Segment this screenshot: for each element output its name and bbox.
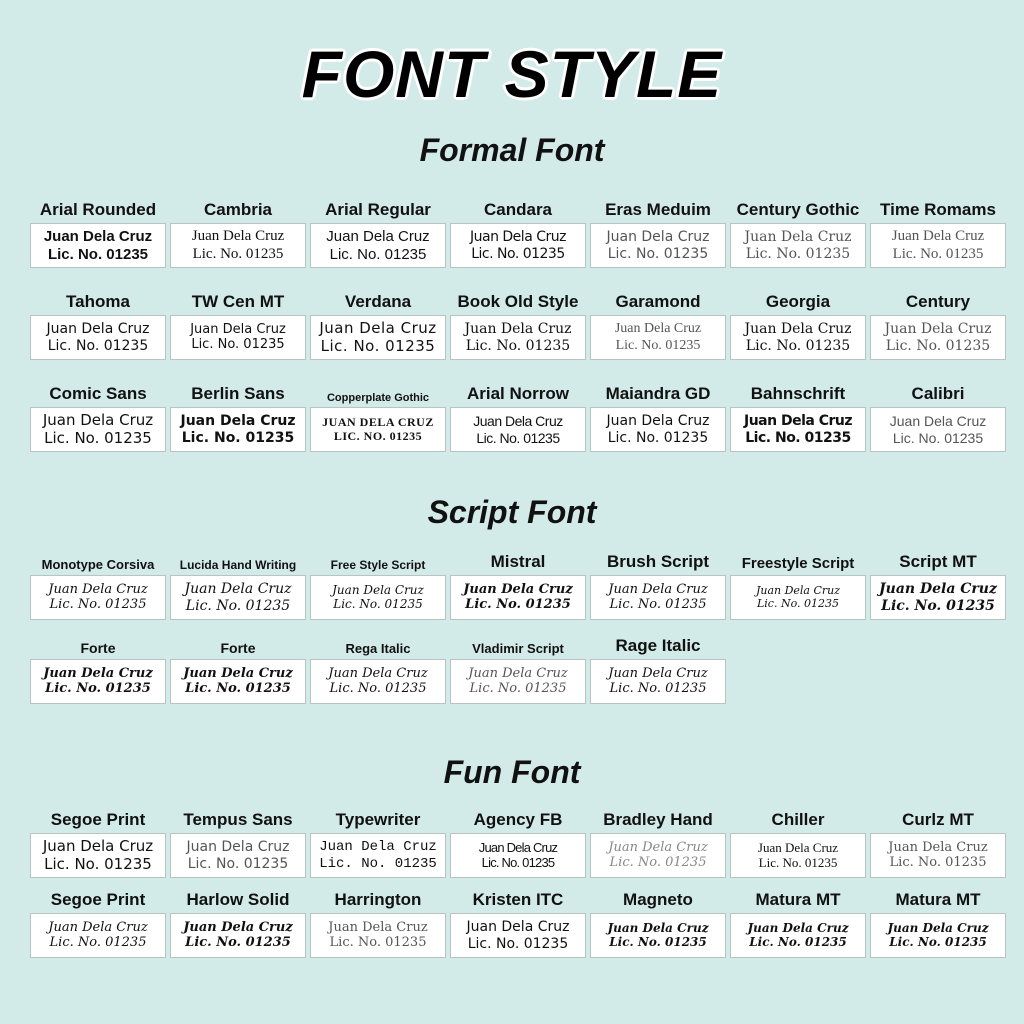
font-name-label: Brush Script <box>606 552 710 571</box>
font-sample-card <box>590 288 726 360</box>
font-sample-box <box>30 223 166 268</box>
font-sample-box <box>450 913 586 958</box>
font-name-label: Bradley Hand <box>603 810 713 829</box>
font-name-label: Bahnschrift <box>750 384 846 403</box>
font-name-label: Cambria <box>203 200 273 219</box>
font-sample-box <box>310 223 446 268</box>
font-name-label: Georgia <box>765 292 831 311</box>
font-name-label: Book Old Style <box>457 292 579 311</box>
sample-name-text: Juan Dela Cruz <box>332 582 424 597</box>
sample-name-text: Juan Dela Cruz <box>48 919 148 935</box>
font-name-label: Rage Italic <box>615 636 701 655</box>
sample-name-text: Juan Dela Cruz <box>607 920 709 935</box>
font-sample-card <box>450 196 586 268</box>
font-sample-card <box>730 548 866 620</box>
font-sample-box <box>30 833 166 878</box>
sample-lic-text: Lic. No. 01235 <box>47 337 149 354</box>
sample-lic-text: Lic. No. 01235 <box>469 680 567 696</box>
font-sample-card <box>310 288 446 360</box>
sample-lic-text: Lic. No. 01235 <box>745 245 851 262</box>
sample-lic-text: Lic. No. 01235 <box>609 934 707 949</box>
sample-name-text: Juan Dela Cruz <box>614 321 702 337</box>
sample-name-text: Juan Dela Cruz <box>42 411 154 430</box>
sample-lic-text: Lic. No. 01235 <box>191 336 285 352</box>
sample-name-text: Juan Dela Cruz <box>608 665 708 681</box>
font-name-label: Forte <box>80 640 116 656</box>
font-name-label: Mistral <box>490 552 546 571</box>
font-name-label: Monotype Corsiva <box>41 557 155 572</box>
font-name-label: Lucida Hand Writing <box>179 558 297 572</box>
sample-name-text: Juan Dela Cruz <box>43 665 153 681</box>
sample-name-text: Juan Dela Cruz <box>191 228 285 245</box>
sample-name-text: Juan Dela Cruz <box>319 839 437 856</box>
font-sample-box <box>310 407 446 452</box>
font-name-label: Segoe Print <box>50 810 146 829</box>
font-sample-card <box>310 196 446 268</box>
font-sample-card <box>730 886 866 958</box>
sample-name-text: Juan Dela Cruz <box>468 665 568 681</box>
formal-font-heading: Formal Font <box>419 132 605 168</box>
font-sample-box <box>870 575 1006 620</box>
font-sample-card <box>310 806 446 878</box>
formal-row-3 <box>30 380 1010 452</box>
sample-name-text: Juan Dela Cruz <box>608 581 708 597</box>
sample-name-text: Juan Dela Cruz <box>744 229 852 246</box>
sample-name-text: Juan Dela Cruz <box>747 920 849 935</box>
font-name-label: Curlz MT <box>902 810 974 829</box>
formal-row-1 <box>30 196 1010 268</box>
font-name-label: Script MT <box>899 552 977 571</box>
sample-lic-text: Lic. No. 01235 <box>44 854 152 873</box>
font-sample-card <box>590 806 726 878</box>
font-sample-box <box>730 913 866 958</box>
fun-font-heading: Fun Font <box>443 754 581 790</box>
font-name-label: Comic Sans <box>49 384 147 403</box>
sample-name-text: Juan Dela Cruz <box>889 413 987 430</box>
font-sample-box <box>450 833 586 878</box>
sample-name-text: Juan Dela Cruz <box>891 228 985 245</box>
font-sample-card <box>30 632 166 704</box>
font-name-label: Arial Norrow <box>466 384 570 403</box>
font-name-label: Garamond <box>615 292 701 311</box>
font-sample-box <box>310 315 446 360</box>
font-sample-card <box>590 548 726 620</box>
sample-name-text: Juan Dela Cruz <box>183 665 293 681</box>
font-name-label: Kristen ITC <box>472 890 564 909</box>
font-sample-box <box>870 315 1006 360</box>
fun-row-2 <box>30 886 1010 958</box>
sample-name-text: Juan Dela Cruz <box>757 839 839 855</box>
font-name-label: Agency FB <box>473 810 563 829</box>
font-sample-box <box>730 575 866 620</box>
sample-lic-text: Lic. No. 01235 <box>329 245 427 263</box>
font-sample-box <box>590 833 726 878</box>
sample-lic-text: Lic. No. 01235 <box>329 934 427 950</box>
sample-lic-text: Lic. No. 01235 <box>333 596 423 611</box>
font-sample-box <box>310 913 446 958</box>
font-sample-box <box>170 407 306 452</box>
font-sample-box <box>730 315 866 360</box>
font-sample-card <box>450 380 586 452</box>
font-sample-card <box>450 886 586 958</box>
script-row-2 <box>30 632 1010 704</box>
font-name-label: Chiller <box>771 810 825 829</box>
font-name-label: Segoe Print <box>50 890 146 909</box>
font-sample-box <box>450 659 586 704</box>
font-sample-card <box>310 632 446 704</box>
font-sample-box <box>450 575 586 620</box>
font-sample-card <box>30 548 166 620</box>
font-sample-card <box>730 806 866 878</box>
font-sample-box <box>170 913 306 958</box>
sample-name-text: JUAN DELA CRUZ <box>322 414 434 429</box>
sample-name-text: Juan Dela Cruz <box>606 229 710 246</box>
sample-lic-text: Lic. No. 01235 <box>889 854 987 870</box>
font-name-label: Arial Rounded <box>39 200 157 219</box>
font-sample-card <box>590 632 726 704</box>
font-sample-card <box>450 632 586 704</box>
font-sample-card <box>870 886 1006 958</box>
sample-lic-text: Lic. No. 01235 <box>465 596 571 612</box>
sample-name-text: Juan Dela Cruz <box>884 321 992 338</box>
sample-lic-text: Lic. No. 01235 <box>471 245 565 262</box>
font-sample-box <box>170 575 306 620</box>
sample-name-text: Juan Dela Cruz <box>879 581 997 598</box>
script-font-heading: Script Font <box>427 494 597 530</box>
sample-name-text: Juan Dela Cruz <box>186 839 290 856</box>
font-name-label: Calibri <box>911 384 965 403</box>
font-sample-card <box>730 288 866 360</box>
sample-lic-text: Lic. No. 01235 <box>185 934 291 950</box>
font-name-label: Berlin Sans <box>191 384 285 403</box>
font-name-label: Century Gothic <box>736 200 860 219</box>
font-name-label: Tahoma <box>66 292 130 311</box>
sample-name-text: Juan Dela Cruz <box>744 321 852 338</box>
sample-lic-text: Lic. No. 01235 <box>192 245 284 262</box>
font-sample-box <box>590 315 726 360</box>
font-sample-card <box>870 380 1006 452</box>
font-sample-box <box>30 659 166 704</box>
font-name-label: Freestyle Script <box>741 555 855 572</box>
font-sample-box <box>450 223 586 268</box>
sample-name-text: Juan Dela Cruz <box>43 228 153 246</box>
font-sample-card <box>870 196 1006 268</box>
formal-row-2 <box>30 288 1010 360</box>
font-sample-box <box>170 315 306 360</box>
sample-name-text: Juan Dela Cruz <box>319 319 437 338</box>
font-sample-box <box>310 833 446 878</box>
font-sample-card <box>30 886 166 958</box>
font-sample-box <box>590 575 726 620</box>
sample-lic-text: Lic. No. 01235 <box>49 596 147 612</box>
font-sample-card <box>870 548 1006 620</box>
font-sample-box <box>590 659 726 704</box>
sample-lic-text: Lic. No. 01235 <box>481 854 555 870</box>
font-sample-box <box>310 659 446 704</box>
font-sample-box <box>870 223 1006 268</box>
sample-lic-text: Lic. No. 01235 <box>609 680 707 696</box>
sample-name-text: Juan Dela Cruz <box>744 413 852 430</box>
font-sample-card <box>170 806 306 878</box>
font-name-label: Free Style Script <box>330 558 426 572</box>
font-name-label: Maiandra GD <box>605 384 711 403</box>
font-sample-card <box>870 806 1006 878</box>
sample-lic-text: LIC. NO. 01235 <box>333 428 423 443</box>
sample-lic-text: Lic. No. 01235 <box>758 854 838 870</box>
sample-name-text: Juan Dela Cruz <box>608 839 708 855</box>
sample-lic-text: Lic. No. 01235 <box>467 935 569 952</box>
page-title: FONT STYLE <box>301 37 723 111</box>
sample-lic-text: Lic. No. 01235 <box>749 934 847 949</box>
font-name-label: Harrington <box>334 890 422 909</box>
font-sample-box <box>450 315 586 360</box>
sample-name-text: Juan Dela Cruz <box>466 919 570 936</box>
sample-lic-text: Lic. No. 01235 <box>889 934 987 949</box>
sample-name-text: Juan Dela Cruz <box>328 665 428 681</box>
font-name-label: Vladimir Script <box>472 641 564 656</box>
font-name-label: Matura MT <box>895 890 981 909</box>
font-sample-box <box>590 223 726 268</box>
sample-name-text: Juan Dela Cruz <box>328 919 428 935</box>
font-sample-card <box>170 196 306 268</box>
font-sample-box <box>590 913 726 958</box>
font-sample-box <box>30 575 166 620</box>
font-sample-card <box>730 380 866 452</box>
font-sample-card <box>30 380 166 452</box>
font-name-label: Typewriter <box>335 810 421 829</box>
fun-row-1 <box>30 806 1010 878</box>
sample-lic-text: Lic. No. 01235 <box>615 337 701 353</box>
sample-lic-text: Lic. No. 01235 <box>892 429 984 446</box>
font-sample-box <box>170 223 306 268</box>
font-sample-box <box>310 575 446 620</box>
font-name-label: Tempus Sans <box>183 810 293 829</box>
font-name-label: Candara <box>483 200 553 219</box>
font-sample-card <box>30 806 166 878</box>
font-sample-card <box>450 548 586 620</box>
sample-name-text: Juan Dela Cruz <box>48 581 148 597</box>
sample-lic-text: Lic. No. 01235 <box>45 680 151 696</box>
sample-lic-text: Lic. No. 01235 <box>892 245 984 262</box>
sample-lic-text: Lic. No. 01235 <box>885 337 991 354</box>
font-sample-card <box>310 380 446 452</box>
sample-name-text: Juan Dela Cruz <box>326 228 430 246</box>
font-name-label: Verdana <box>344 292 412 311</box>
sample-name-text: Juan Dela Cruz <box>46 321 150 338</box>
font-sample-box <box>730 407 866 452</box>
sample-lic-text: Lic. No. 01235 <box>187 855 289 872</box>
sample-lic-text: Lic. No. 01235 <box>745 337 851 354</box>
sample-lic-text: Lic. No. 01235 <box>181 429 295 446</box>
sample-name-text: Juan Dela Cruz <box>463 581 573 597</box>
font-sample-card <box>590 196 726 268</box>
font-sample-box <box>590 407 726 452</box>
sample-lic-text: Lic. No. 01235 <box>44 428 152 447</box>
sample-name-text: Juan Dela Cruz <box>183 919 293 935</box>
font-sample-card <box>590 380 726 452</box>
font-name-label: TW Cen MT <box>191 292 285 311</box>
sample-name-text: Juan Dela Cruz <box>473 413 563 430</box>
font-sample-card <box>870 288 1006 360</box>
font-name-label: Eras Meduim <box>605 200 711 219</box>
sample-lic-text: Lic. No. 01235 <box>185 680 291 696</box>
font-sample-box <box>730 833 866 878</box>
sample-name-text: Juan Dela Cruz <box>606 413 710 430</box>
sample-name-text: Juan Dela Cruz <box>887 920 989 935</box>
sample-lic-text: Lic. No. 01235 <box>49 934 147 950</box>
sample-lic-text: Lic. No. 01235 <box>756 596 840 610</box>
sample-lic-text: Lic. No. 01235 <box>881 597 995 614</box>
font-sample-box <box>30 407 166 452</box>
sample-name-text: Juan Dela Cruz <box>180 413 296 430</box>
font-sample-box <box>870 407 1006 452</box>
font-sample-card <box>170 886 306 958</box>
font-name-label: Century <box>905 292 971 311</box>
sample-lic-text: Lic. No. 01235 <box>609 596 707 612</box>
font-sample-card <box>170 288 306 360</box>
font-sample-card <box>590 886 726 958</box>
font-name-label: Harlow Solid <box>186 890 290 909</box>
sample-name-text: Juan Dela Cruz <box>464 321 572 338</box>
font-sample-card <box>170 380 306 452</box>
font-sample-card <box>730 196 866 268</box>
sample-name-text: Juan Dela Cruz <box>478 839 558 855</box>
font-sample-box <box>170 659 306 704</box>
font-sample-box <box>170 833 306 878</box>
sample-lic-text: Lic. No. 01235 <box>185 597 291 614</box>
font-name-label: Time Romams <box>880 200 996 219</box>
sample-name-text: Juan Dela Cruz <box>755 583 841 597</box>
sample-lic-text: Lic. No. 01235 <box>320 336 436 355</box>
font-sample-card <box>170 548 306 620</box>
font-sample-card <box>310 548 446 620</box>
font-sample-card <box>170 632 306 704</box>
sample-lic-text: Lic. No. 01235 <box>609 854 707 870</box>
sample-lic-text: Lic. No. 01235 <box>47 245 149 263</box>
sample-name-text: Juan Dela Cruz <box>190 321 286 337</box>
sample-lic-text: Lic. No. 01235 <box>745 429 851 446</box>
font-name-label: Matura MT <box>755 890 841 909</box>
font-name-label: Copperplate Gothic <box>326 392 430 404</box>
sample-name-text: Juan Dela Cruz <box>470 229 566 246</box>
font-sample-box <box>730 223 866 268</box>
font-sample-card <box>450 288 586 360</box>
sample-lic-text: Lic. No. 01235 <box>465 337 571 354</box>
font-sample-box <box>30 913 166 958</box>
sample-lic-text: Lic. No. 01235 <box>607 245 709 262</box>
font-sample-card <box>450 806 586 878</box>
font-sample-card <box>30 288 166 360</box>
font-name-label: Magneto <box>623 890 693 909</box>
font-name-label: Forte <box>220 640 256 656</box>
font-name-label: Arial Regular <box>325 200 431 219</box>
font-sample-box <box>450 407 586 452</box>
font-sample-box <box>30 315 166 360</box>
sample-name-text: Juan Dela Cruz <box>184 581 292 598</box>
script-row-1 <box>30 548 1010 620</box>
sample-name-text: Juan Dela Cruz <box>888 839 988 855</box>
sample-name-text: Juan Dela Cruz <box>42 837 154 856</box>
font-sample-card <box>310 886 446 958</box>
sample-lic-text: Lic. No. 01235 <box>476 429 560 446</box>
font-sample-card <box>30 196 166 268</box>
font-sample-box <box>870 913 1006 958</box>
sample-lic-text: Lic. No. 01235 <box>329 680 427 696</box>
font-sample-box <box>870 833 1006 878</box>
sample-lic-text: Lic. No. 01235 <box>607 429 709 446</box>
sample-lic-text: Lic. No. 01235 <box>319 855 437 872</box>
font-name-label: Rega Italic <box>345 641 411 656</box>
